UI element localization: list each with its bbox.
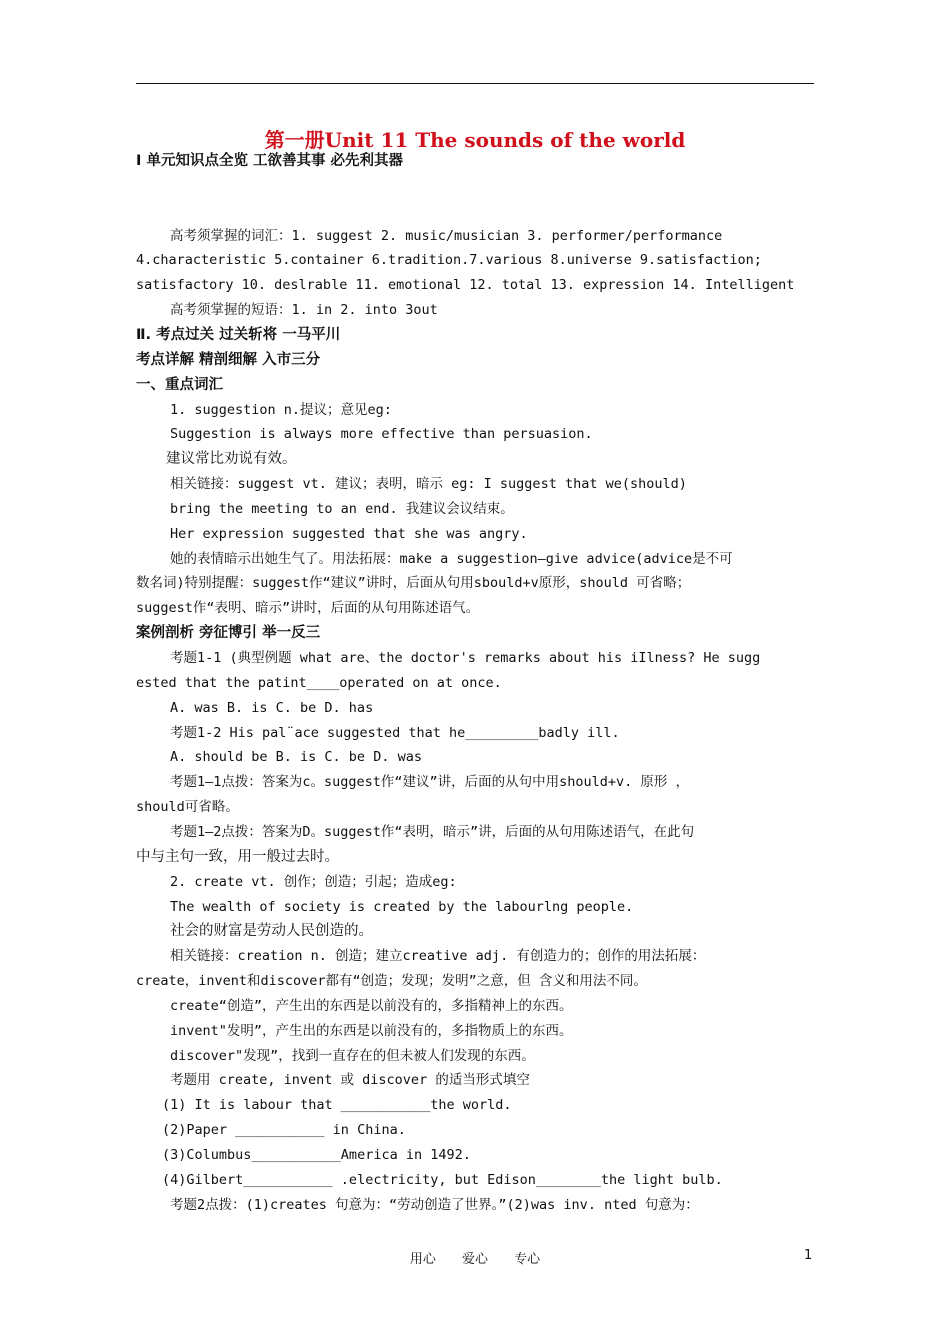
text-line: 社会的财富是劳动人民创造的。 bbox=[170, 923, 373, 940]
text-line: 考题1—1点拨：答案为c。suggest作“建议”讲，后面的从句中用should+v. 原形 ， bbox=[170, 774, 690, 791]
text-line: Suggestion is always more effective than persuasion. bbox=[170, 426, 593, 443]
page-title: 第一册Unit 11 The sounds of the world bbox=[264, 128, 686, 152]
text-line: Ⅱ. 考点过关 过关斩将 一马平川 bbox=[136, 326, 341, 343]
text-line: 考点详解 精剖细解 入市三分 bbox=[136, 351, 321, 368]
page-footer bbox=[0, 1248, 950, 1268]
text-line: 相关链接：suggest vt. 建议；表明，暗示 eg: I suggest that we(should) bbox=[170, 476, 687, 493]
text-line: The wealth of society is created by the labourlng people. bbox=[170, 898, 634, 915]
text-line: 1. suggestion n.提议；意见eg: bbox=[170, 401, 392, 418]
text-line: create，invent和discover都有“创造；发现；发明”之意，但 含义和用法不同。 bbox=[136, 973, 647, 990]
text-line: Her expression suggested that she was angry. bbox=[170, 525, 528, 542]
text-line: discover"发现”，找到一直存在的但未被人们发现的东西。 bbox=[170, 1047, 535, 1064]
text-line: A. should be B. is C. be D. was bbox=[170, 749, 422, 766]
text-line: 一、重点词汇 bbox=[136, 376, 223, 393]
text-line: 高考须掌握的短语：1. in 2. into 3out bbox=[170, 302, 438, 319]
text-line: 考题2点拨：(1)creates 句意为：“劳动创造了世界。”(2)was inv. nted 句意为： bbox=[170, 1196, 699, 1213]
footer-motto: 用心 爱心 专心 bbox=[409, 1252, 541, 1267]
text-line: A. was B. is C. be D. has bbox=[170, 699, 374, 716]
text-line: 考题用 create, invent 或 discover 的适当形式填空 bbox=[170, 1072, 530, 1089]
text-line: (3)Columbus___________America in 1492. bbox=[162, 1147, 471, 1163]
text-line: invent"发明”，产生出的东西是以前没有的，多指物质上的东西。 bbox=[170, 1022, 573, 1039]
header-rule bbox=[136, 83, 814, 84]
text-line: (2)Paper ___________ in China. bbox=[162, 1122, 406, 1139]
text-line: 考题1—2点拨：答案为D。suggest作“表明，暗示”讲，后面的从句用陈述语气，在此句 bbox=[170, 823, 695, 840]
text-line: bring the meeting to an end. 我建议会议结束。 bbox=[170, 500, 514, 517]
text-line: 她的表情暗示出她生气了。用法拓展：make a suggestion—give advice(advice是不可 bbox=[170, 550, 733, 567]
text-line: 考题1-2 His pal¨ace suggested that he_________badly ill. bbox=[170, 724, 620, 741]
text-line: should可省略。 bbox=[136, 799, 239, 816]
text-line: 中与主句一致，用一般过去时。 bbox=[136, 848, 339, 865]
text-line: (4)Gilbert___________ .electricity, but Edison________the light bulb. bbox=[162, 1171, 723, 1188]
page-number: 1 bbox=[804, 1248, 813, 1263]
text-line: 案例剖析 旁征博引 举一反三 bbox=[136, 625, 321, 642]
text-line: suggest作“表明、暗示”讲时，后面的从句用陈述语气。 bbox=[136, 600, 480, 617]
text-line: ested that the patint____operated on at once. bbox=[136, 674, 502, 691]
text-line: satisfactory 10. deslrable 11. emotional 12. total 13. expression 14. Intelligent bbox=[136, 277, 795, 294]
text-line: 相关链接：creation n. 创造；建立creative adj. 有创造力的；创作的用法拓展： bbox=[170, 948, 706, 965]
text-line: 高考须掌握的词汇：1. suggest 2. music/musician 3. performer/performance bbox=[170, 227, 723, 244]
text-line: 4.characteristic 5.container 6.tradition.7.various 8.universe 9.satisfaction; bbox=[136, 252, 762, 269]
text-line: 建议常比劝说有效。 bbox=[166, 451, 297, 468]
text-line: 数名词)特别提醒：suggest作“建议”讲时，后面从句用sbould+v原形，should 可省略； bbox=[136, 575, 691, 592]
text-line: 2. create vt. 创作；创造；引起；造成eg: bbox=[170, 873, 457, 890]
text-line: Ⅰ 单元知识点全览 工欲善其事 必先利其器 bbox=[136, 153, 404, 169]
text-line: 考题1-1 (典型例题 what are、the doctor's remarks about his iIlness? He sugg bbox=[170, 650, 761, 666]
text-line: (1) It is labour that ___________the world. bbox=[162, 1097, 512, 1114]
text-line: create“创造”，产生出的东西是以前没有的，多指精神上的东西。 bbox=[170, 997, 573, 1014]
